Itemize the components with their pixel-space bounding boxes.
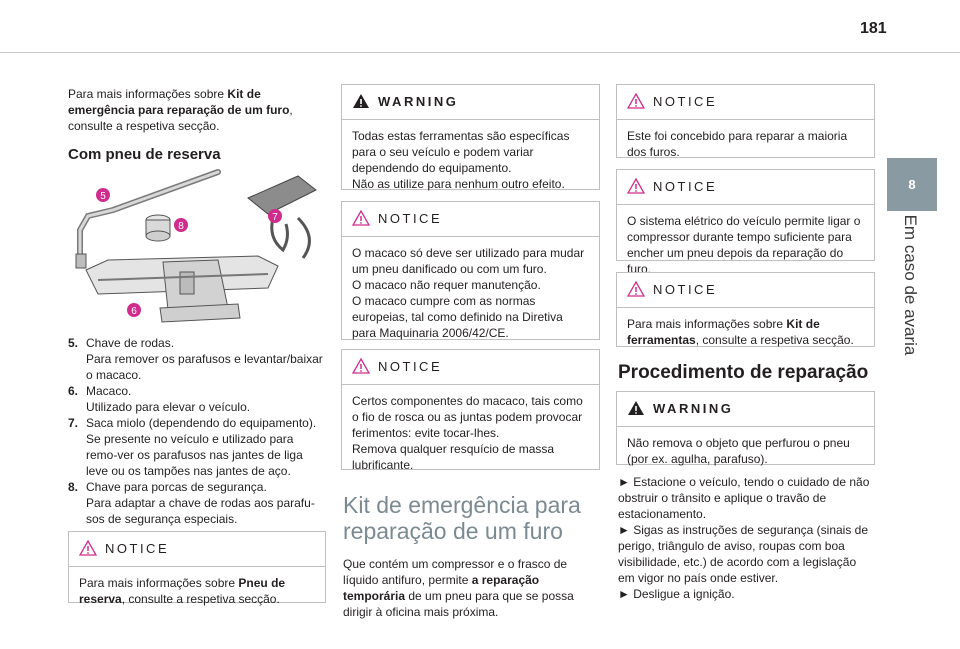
hubcap-puller-shape	[248, 176, 316, 258]
list-item: 5. Chave de rodas. Para remover os parafusos e levantar/baixar o macaco.	[68, 336, 323, 382]
notice-link[interactable]: Pneu de reserva	[79, 576, 286, 606]
list-item: 8. Chave para porcas de segurança. Para adaptar a chave de rodas aos parafu-sos de segurança especiais.	[68, 480, 315, 526]
notice-triangle-icon	[627, 178, 645, 194]
step-2: ► Sigas as instruções de segurança (sinais de perigo, triângulo de aviso, roupas com boa visibilidade, etc.) de acordo com a legislação em vigor no país onde estiver.	[618, 523, 869, 585]
warning-box-object	[616, 391, 875, 465]
notice-box-electrical	[616, 169, 875, 276]
notice-triangle-icon	[79, 540, 97, 556]
kit-title: Kit de emergência para reparação de um furo	[343, 492, 581, 544]
procedure-steps	[618, 474, 876, 602]
kit-section	[343, 492, 598, 620]
intro-link[interactable]: Kit de emergência para reparação de um furo	[68, 87, 290, 117]
chapter-title-vertical	[870, 214, 950, 360]
warning-text: Não remova o objeto que perfurou o pneu (por ex. agulha, parafuso).	[627, 436, 850, 466]
svg-text:6: 6	[131, 306, 137, 317]
notice-text: Para mais informações sobre Kit de ferramentas, consulte a respetiva secção.	[627, 317, 854, 347]
notice-label: NOTICE	[378, 211, 443, 226]
notice-label: NOTICE	[653, 179, 718, 194]
section-title: Procedimento de reparação	[618, 362, 869, 383]
notice-text: Para mais informações sobre Pneu de reserva, consulte a respetiva secção.	[79, 576, 286, 606]
notice-box-kit-purpose	[616, 84, 875, 158]
svg-text:8: 8	[178, 221, 184, 232]
warning-label: WARNING	[378, 94, 459, 109]
notice-text: Certos componentes do macaco, tais como o fio de rosca ou as juntas podem provocar ferimentos: evite tocar-lhes. Remova qualquer resquício de massa lubrificante.	[352, 394, 583, 472]
warning-label: WARNING	[653, 401, 734, 416]
notice-triangle-icon	[352, 210, 370, 226]
notice-label: NOTICE	[653, 282, 718, 297]
notice-triangle-icon	[352, 358, 370, 374]
warning-text: Todas estas ferramentas são específicas para o seu veículo e podem variar dependendo do equipamento. Não as utilize para nenhum outro efeito.	[352, 129, 570, 191]
chapter-title: Em caso de avaria	[901, 214, 920, 356]
notice-text: O sistema elétrico do veículo permite ligar o compressor durante tempo suficiente para encher um pneu depois da reparação do furo.	[627, 214, 861, 276]
notice-text: O macaco só deve ser utilizado para mudar um pneu danificado ou com um furo. O macaco não requer manutenção. O macaco cumpre com as normas europeias, tal como definido na Diretiva para Maquinaria 2006/42/CE.	[352, 246, 585, 340]
notice-text: Este foi concebido para reparar a maioria dos furos.	[627, 129, 848, 159]
list-item: 6. Macaco. Utilizado para elevar o veículo.	[68, 384, 251, 414]
chapter-tab[interactable]: 8	[887, 158, 937, 211]
header-rule	[0, 52, 960, 53]
tool-kit-illustration	[68, 168, 323, 328]
step-3: ► Desligue a ignição.	[618, 587, 735, 601]
intro-text: Para mais informações sobre Kit de emergência para reparação de um furo, consulte a respetiva secção.	[68, 87, 293, 133]
notice-label: NOTICE	[378, 359, 443, 374]
page-number: 181	[860, 20, 887, 37]
column-1	[68, 86, 328, 163]
notice-label: NOTICE	[105, 541, 170, 556]
notice-box-jack-parts	[341, 349, 600, 470]
notice-box-jack	[341, 201, 600, 340]
warning-triangle-icon	[352, 93, 370, 109]
notice-label: NOTICE	[653, 94, 718, 109]
svg-text:7: 7	[272, 212, 278, 223]
spare-wheel-heading: Com pneu de reserva	[68, 146, 221, 163]
notice-link[interactable]: Kit de ferramentas	[627, 317, 820, 347]
security-nut-adapter-shape	[146, 215, 170, 241]
notice-box-toolkit	[616, 272, 875, 347]
warning-box-tools	[341, 84, 600, 190]
notice-box-spare-wheel	[68, 531, 326, 606]
jack-shape	[86, 256, 278, 322]
svg-text:5: 5	[100, 191, 106, 202]
tool-list	[68, 335, 328, 527]
list-item: 7. Saca miolo (dependendo do equipamento). Se presente no veículo e utilizado para remo-ver os parafusos nas jantes de liga leve ou os tampões nas jantes de aço.	[68, 416, 317, 478]
step-1: ► Estacione o veículo, tendo o cuidado de não obstruir o trânsito e aplique o travão de estacionamento.	[618, 475, 870, 521]
warning-triangle-icon	[627, 400, 645, 416]
notice-triangle-icon	[627, 281, 645, 297]
notice-triangle-icon	[627, 93, 645, 109]
kit-text: Que contém um compressor e o frasco de líquido antifuro, permite a reparação temporária de um pneu para que se possa dirigir à oficina mais próxima.	[343, 557, 574, 619]
